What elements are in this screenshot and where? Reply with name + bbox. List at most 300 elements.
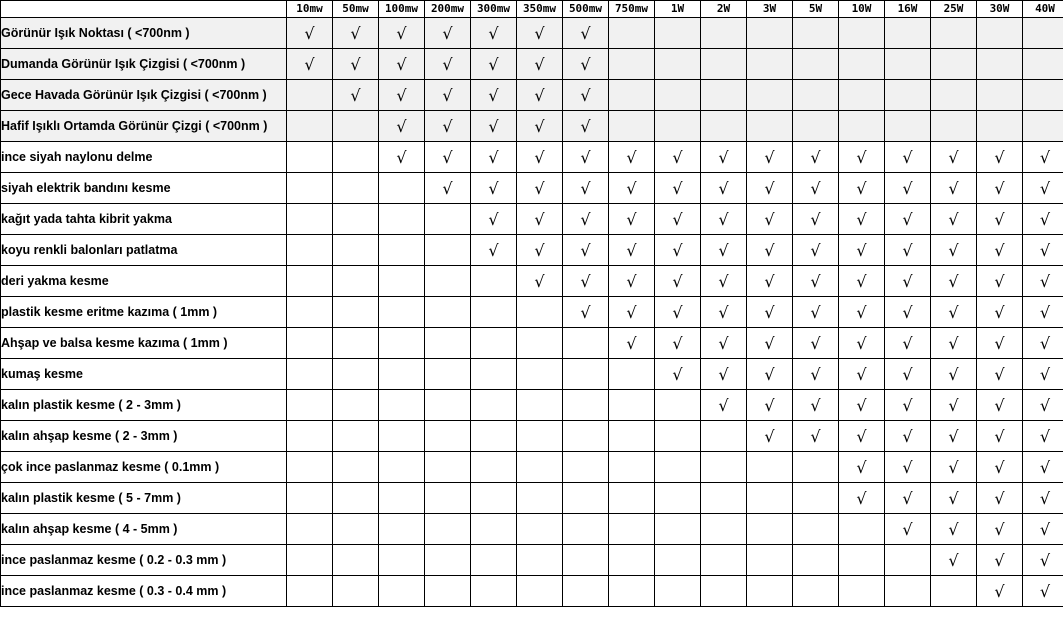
check-mark-cell: √: [977, 173, 1023, 204]
empty-cell: [655, 390, 701, 421]
empty-cell: [517, 545, 563, 576]
empty-cell: [977, 80, 1023, 111]
empty-cell: [839, 576, 885, 607]
row-label: ince paslanmaz kesme ( 0.3 - 0.4 mm ): [1, 576, 287, 607]
check-mark-cell: √: [885, 452, 931, 483]
check-mark-cell: √: [1023, 545, 1063, 576]
check-mark-cell: √: [517, 18, 563, 49]
empty-cell: [287, 421, 333, 452]
check-mark-cell: √: [425, 173, 471, 204]
empty-cell: [379, 390, 425, 421]
check-mark-cell: √: [425, 80, 471, 111]
table-row: [1, 545, 1063, 576]
check-mark-cell: √: [885, 390, 931, 421]
check-mark-cell: √: [1023, 576, 1063, 607]
empty-cell: [333, 421, 379, 452]
empty-cell: [977, 18, 1023, 49]
check-mark-cell: √: [425, 49, 471, 80]
empty-cell: [563, 514, 609, 545]
empty-cell: [471, 421, 517, 452]
check-mark-cell: √: [885, 266, 931, 297]
table-row: [1, 204, 1063, 235]
empty-cell: [287, 173, 333, 204]
empty-cell: [885, 111, 931, 142]
empty-cell: [931, 18, 977, 49]
empty-cell: [517, 514, 563, 545]
check-mark-cell: √: [563, 235, 609, 266]
empty-cell: [885, 576, 931, 607]
check-mark-cell: √: [471, 142, 517, 173]
check-mark-cell: √: [885, 235, 931, 266]
empty-cell: [609, 80, 655, 111]
check-mark-cell: √: [977, 545, 1023, 576]
check-mark-cell: √: [977, 359, 1023, 390]
row-label: kalın plastik kesme ( 2 - 3mm ): [1, 390, 287, 421]
check-mark-cell: √: [1023, 514, 1063, 545]
empty-cell: [609, 359, 655, 390]
check-mark-cell: √: [977, 390, 1023, 421]
table-row: [1, 18, 1063, 49]
check-mark-cell: √: [425, 18, 471, 49]
check-mark-cell: √: [977, 452, 1023, 483]
empty-cell: [655, 545, 701, 576]
empty-cell: [471, 266, 517, 297]
check-mark-cell: √: [701, 297, 747, 328]
check-mark-cell: √: [885, 328, 931, 359]
column-header: 300mw: [471, 1, 517, 18]
check-mark-cell: √: [563, 18, 609, 49]
empty-cell: [333, 111, 379, 142]
check-mark-cell: √: [977, 142, 1023, 173]
empty-cell: [609, 452, 655, 483]
table-row: [1, 142, 1063, 173]
check-mark-cell: √: [517, 266, 563, 297]
empty-cell: [747, 514, 793, 545]
column-header: 200mw: [425, 1, 471, 18]
check-mark-cell: √: [655, 266, 701, 297]
empty-cell: [563, 390, 609, 421]
check-mark-cell: √: [931, 483, 977, 514]
empty-cell: [1023, 80, 1063, 111]
empty-cell: [425, 576, 471, 607]
check-mark-cell: √: [931, 514, 977, 545]
empty-cell: [425, 328, 471, 359]
check-mark-cell: √: [655, 235, 701, 266]
check-mark-cell: √: [931, 452, 977, 483]
empty-cell: [839, 80, 885, 111]
empty-cell: [517, 576, 563, 607]
empty-cell: [425, 545, 471, 576]
check-mark-cell: √: [471, 235, 517, 266]
empty-cell: [287, 452, 333, 483]
row-label: kalın plastik kesme ( 5 - 7mm ): [1, 483, 287, 514]
table-row: [1, 111, 1063, 142]
check-mark-cell: √: [839, 173, 885, 204]
empty-cell: [425, 421, 471, 452]
check-mark-cell: √: [885, 483, 931, 514]
empty-cell: [701, 111, 747, 142]
empty-cell: [747, 545, 793, 576]
check-mark-cell: √: [655, 359, 701, 390]
check-mark-cell: √: [931, 359, 977, 390]
table-row: [1, 80, 1063, 111]
check-mark-cell: √: [977, 297, 1023, 328]
header-corner: [1, 1, 287, 18]
empty-cell: [425, 235, 471, 266]
empty-cell: [1023, 49, 1063, 80]
check-mark-cell: √: [563, 111, 609, 142]
empty-cell: [793, 49, 839, 80]
empty-cell: [333, 297, 379, 328]
empty-cell: [333, 390, 379, 421]
empty-cell: [701, 576, 747, 607]
check-mark-cell: √: [839, 142, 885, 173]
check-mark-cell: √: [701, 266, 747, 297]
empty-cell: [931, 111, 977, 142]
check-mark-cell: √: [701, 328, 747, 359]
check-mark-cell: √: [701, 235, 747, 266]
empty-cell: [471, 297, 517, 328]
check-mark-cell: √: [931, 297, 977, 328]
check-mark-cell: √: [885, 204, 931, 235]
check-mark-cell: √: [1023, 235, 1063, 266]
check-mark-cell: √: [839, 204, 885, 235]
empty-cell: [701, 452, 747, 483]
empty-cell: [747, 80, 793, 111]
empty-cell: [931, 80, 977, 111]
empty-cell: [701, 421, 747, 452]
row-label: kağıt yada tahta kibrit yakma: [1, 204, 287, 235]
empty-cell: [517, 421, 563, 452]
empty-cell: [793, 514, 839, 545]
empty-cell: [379, 452, 425, 483]
empty-cell: [379, 235, 425, 266]
empty-cell: [747, 576, 793, 607]
empty-cell: [609, 49, 655, 80]
check-mark-cell: √: [609, 297, 655, 328]
check-mark-cell: √: [379, 80, 425, 111]
empty-cell: [609, 514, 655, 545]
empty-cell: [517, 452, 563, 483]
check-mark-cell: √: [1023, 483, 1063, 514]
check-mark-cell: √: [977, 421, 1023, 452]
check-mark-cell: √: [931, 421, 977, 452]
row-label: plastik kesme eritme kazıma ( 1mm ): [1, 297, 287, 328]
column-header: 16W: [885, 1, 931, 18]
empty-cell: [287, 204, 333, 235]
check-mark-cell: √: [287, 18, 333, 49]
empty-cell: [655, 421, 701, 452]
empty-cell: [747, 49, 793, 80]
check-mark-cell: √: [747, 235, 793, 266]
row-label: Görünür Işık Noktası ( <700nm ): [1, 18, 287, 49]
check-mark-cell: √: [793, 297, 839, 328]
check-mark-cell: √: [931, 328, 977, 359]
empty-cell: [379, 297, 425, 328]
empty-cell: [1023, 111, 1063, 142]
empty-cell: [747, 452, 793, 483]
check-mark-cell: √: [793, 390, 839, 421]
empty-cell: [839, 545, 885, 576]
empty-cell: [287, 142, 333, 173]
check-mark-cell: √: [609, 173, 655, 204]
check-mark-cell: √: [517, 111, 563, 142]
check-mark-cell: √: [471, 204, 517, 235]
column-header: 500mw: [563, 1, 609, 18]
check-mark-cell: √: [747, 297, 793, 328]
row-label: Gece Havada Görünür Işık Çizgisi ( <700nm ): [1, 80, 287, 111]
check-mark-cell: √: [563, 266, 609, 297]
empty-cell: [655, 514, 701, 545]
empty-cell: [977, 111, 1023, 142]
empty-cell: [287, 576, 333, 607]
empty-cell: [655, 18, 701, 49]
empty-cell: [793, 111, 839, 142]
empty-cell: [287, 297, 333, 328]
empty-cell: [287, 235, 333, 266]
check-mark-cell: √: [1023, 421, 1063, 452]
empty-cell: [609, 545, 655, 576]
check-mark-cell: √: [839, 390, 885, 421]
empty-cell: [701, 80, 747, 111]
empty-cell: [379, 204, 425, 235]
table-row: [1, 49, 1063, 80]
empty-cell: [333, 514, 379, 545]
empty-cell: [333, 483, 379, 514]
empty-cell: [471, 514, 517, 545]
column-header: 3W: [747, 1, 793, 18]
empty-cell: [563, 328, 609, 359]
check-mark-cell: √: [563, 204, 609, 235]
check-mark-cell: √: [701, 173, 747, 204]
check-mark-cell: √: [379, 111, 425, 142]
row-label: kalın ahşap kesme ( 4 - 5mm ): [1, 514, 287, 545]
row-label: Hafif Işıklı Ortamda Görünür Çizgi ( <700nm ): [1, 111, 287, 142]
table-row: [1, 514, 1063, 545]
empty-cell: [425, 204, 471, 235]
empty-cell: [793, 576, 839, 607]
check-mark-cell: √: [977, 266, 1023, 297]
check-mark-cell: √: [333, 49, 379, 80]
row-label: ince paslanmaz kesme ( 0.2 - 0.3 mm ): [1, 545, 287, 576]
check-mark-cell: √: [793, 142, 839, 173]
empty-cell: [839, 49, 885, 80]
empty-cell: [333, 235, 379, 266]
check-mark-cell: √: [931, 204, 977, 235]
empty-cell: [563, 545, 609, 576]
check-mark-cell: √: [563, 173, 609, 204]
column-header: 2W: [701, 1, 747, 18]
check-mark-cell: √: [1023, 390, 1063, 421]
check-mark-cell: √: [793, 173, 839, 204]
check-mark-cell: √: [609, 235, 655, 266]
empty-cell: [793, 545, 839, 576]
check-mark-cell: √: [747, 204, 793, 235]
empty-cell: [885, 49, 931, 80]
check-mark-cell: √: [839, 421, 885, 452]
check-mark-cell: √: [931, 235, 977, 266]
table-row: [1, 359, 1063, 390]
check-mark-cell: √: [839, 235, 885, 266]
check-mark-cell: √: [379, 49, 425, 80]
check-mark-cell: √: [701, 204, 747, 235]
empty-cell: [747, 483, 793, 514]
column-header: 5W: [793, 1, 839, 18]
empty-cell: [287, 390, 333, 421]
check-mark-cell: √: [1023, 173, 1063, 204]
check-mark-cell: √: [793, 266, 839, 297]
check-mark-cell: √: [1023, 142, 1063, 173]
empty-cell: [563, 421, 609, 452]
check-mark-cell: √: [793, 328, 839, 359]
empty-cell: [517, 359, 563, 390]
empty-cell: [747, 18, 793, 49]
check-mark-cell: √: [839, 328, 885, 359]
empty-cell: [793, 483, 839, 514]
empty-cell: [425, 359, 471, 390]
check-mark-cell: √: [977, 514, 1023, 545]
check-mark-cell: √: [885, 359, 931, 390]
check-mark-cell: √: [793, 235, 839, 266]
empty-cell: [885, 545, 931, 576]
empty-cell: [793, 452, 839, 483]
empty-cell: [885, 80, 931, 111]
empty-cell: [287, 545, 333, 576]
check-mark-cell: √: [747, 142, 793, 173]
row-label: deri yakma kesme: [1, 266, 287, 297]
empty-cell: [333, 545, 379, 576]
empty-cell: [701, 49, 747, 80]
empty-cell: [379, 173, 425, 204]
empty-cell: [425, 297, 471, 328]
check-mark-cell: √: [517, 49, 563, 80]
empty-cell: [885, 18, 931, 49]
check-mark-cell: √: [609, 142, 655, 173]
check-mark-cell: √: [655, 297, 701, 328]
empty-cell: [425, 266, 471, 297]
empty-cell: [287, 111, 333, 142]
check-mark-cell: √: [517, 235, 563, 266]
check-mark-cell: √: [885, 421, 931, 452]
empty-cell: [655, 483, 701, 514]
empty-cell: [517, 483, 563, 514]
check-mark-cell: √: [931, 545, 977, 576]
empty-cell: [609, 576, 655, 607]
table-body: [1, 18, 1063, 607]
column-header: 100mw: [379, 1, 425, 18]
check-mark-cell: √: [563, 297, 609, 328]
check-mark-cell: √: [931, 173, 977, 204]
check-mark-cell: √: [1023, 266, 1063, 297]
check-mark-cell: √: [839, 266, 885, 297]
check-mark-cell: √: [793, 204, 839, 235]
empty-cell: [563, 576, 609, 607]
check-mark-cell: √: [701, 390, 747, 421]
check-mark-cell: √: [379, 142, 425, 173]
check-mark-cell: √: [1023, 359, 1063, 390]
check-mark-cell: √: [1023, 204, 1063, 235]
check-mark-cell: √: [517, 80, 563, 111]
check-mark-cell: √: [333, 18, 379, 49]
column-header: 10W: [839, 1, 885, 18]
empty-cell: [425, 452, 471, 483]
empty-cell: [517, 328, 563, 359]
empty-cell: [517, 390, 563, 421]
check-mark-cell: √: [839, 483, 885, 514]
column-header: 40W: [1023, 1, 1063, 18]
empty-cell: [839, 514, 885, 545]
empty-cell: [379, 576, 425, 607]
empty-cell: [609, 421, 655, 452]
check-mark-cell: √: [839, 297, 885, 328]
check-mark-cell: √: [839, 359, 885, 390]
empty-cell: [701, 514, 747, 545]
check-mark-cell: √: [655, 142, 701, 173]
empty-cell: [333, 266, 379, 297]
table-row: [1, 173, 1063, 204]
empty-cell: [517, 297, 563, 328]
column-header: 50mw: [333, 1, 379, 18]
check-mark-cell: √: [379, 18, 425, 49]
empty-cell: [425, 514, 471, 545]
check-mark-cell: √: [609, 328, 655, 359]
column-header: 10mw: [287, 1, 333, 18]
check-mark-cell: √: [931, 266, 977, 297]
table-row: [1, 266, 1063, 297]
check-mark-cell: √: [471, 111, 517, 142]
empty-cell: [333, 452, 379, 483]
column-header: 30W: [977, 1, 1023, 18]
empty-cell: [655, 452, 701, 483]
empty-cell: [1023, 18, 1063, 49]
empty-cell: [701, 483, 747, 514]
column-header: 350mw: [517, 1, 563, 18]
check-mark-cell: √: [425, 142, 471, 173]
empty-cell: [655, 111, 701, 142]
check-mark-cell: √: [517, 142, 563, 173]
check-mark-cell: √: [655, 328, 701, 359]
row-label: kalın ahşap kesme ( 2 - 3mm ): [1, 421, 287, 452]
table-row: [1, 421, 1063, 452]
row-label: çok ince paslanmaz kesme ( 0.1mm ): [1, 452, 287, 483]
check-mark-cell: √: [517, 204, 563, 235]
empty-cell: [701, 545, 747, 576]
empty-cell: [287, 483, 333, 514]
check-mark-cell: √: [931, 390, 977, 421]
empty-cell: [793, 18, 839, 49]
empty-cell: [471, 359, 517, 390]
check-mark-cell: √: [517, 173, 563, 204]
check-mark-cell: √: [425, 111, 471, 142]
empty-cell: [471, 483, 517, 514]
check-mark-cell: √: [563, 142, 609, 173]
row-label: kumaş kesme: [1, 359, 287, 390]
check-mark-cell: √: [885, 514, 931, 545]
empty-cell: [655, 80, 701, 111]
empty-cell: [425, 483, 471, 514]
check-mark-cell: √: [701, 359, 747, 390]
empty-cell: [333, 204, 379, 235]
empty-cell: [379, 359, 425, 390]
table-row: [1, 452, 1063, 483]
check-mark-cell: √: [885, 142, 931, 173]
column-header: 750mw: [609, 1, 655, 18]
empty-cell: [287, 359, 333, 390]
empty-cell: [379, 421, 425, 452]
empty-cell: [747, 111, 793, 142]
table-row: [1, 576, 1063, 607]
check-mark-cell: √: [977, 576, 1023, 607]
